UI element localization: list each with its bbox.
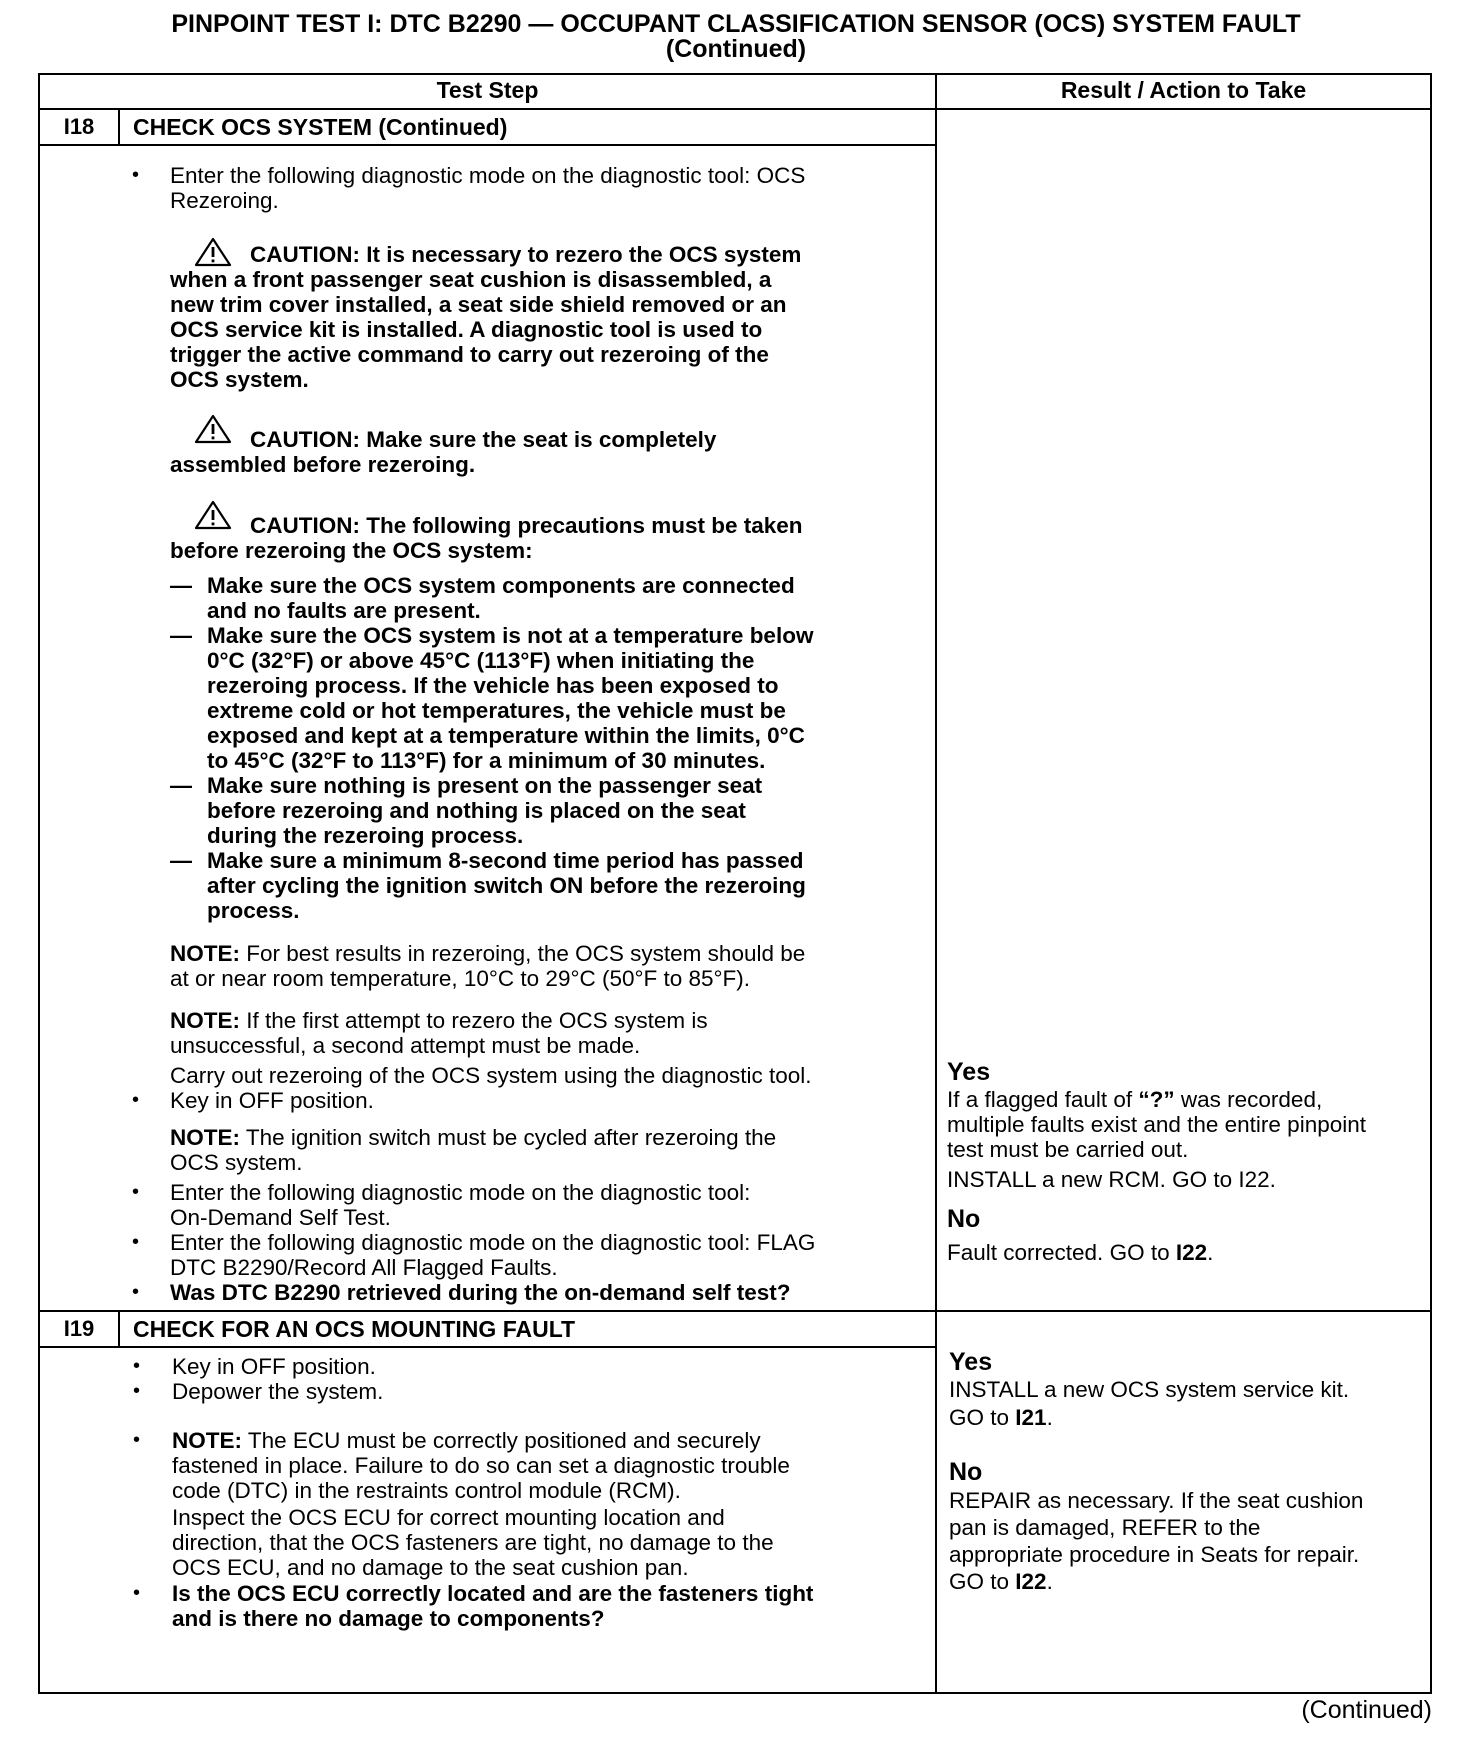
step-instruction: Key in OFF position. bbox=[170, 1088, 374, 1113]
dash-marker: — bbox=[170, 573, 192, 598]
dash-marker: — bbox=[170, 848, 192, 873]
step-i19-title-divider bbox=[38, 1346, 936, 1348]
step-instruction: Carry out rezeroing of the OCS system using the diagnostic tool. bbox=[170, 1063, 812, 1088]
caution-text: CAUTION: The following precautions must be taken before rezeroing the OCS system: bbox=[170, 513, 803, 563]
bullet-marker: • bbox=[132, 1281, 140, 1303]
page-title: PINPOINT TEST I: DTC B2290 — OCCUPANT CLASSIFICATION SENSOR (OCS) SYSTEM FAULT bbox=[171, 10, 1301, 38]
step-i18-title-divider bbox=[38, 144, 936, 146]
step-number-divider-i18 bbox=[118, 110, 120, 146]
step-question: Is the OCS ECU correctly located and are the fasteners tight and is there no damage to components? bbox=[172, 1581, 814, 1631]
step-instruction: Key in OFF position. bbox=[172, 1354, 376, 1379]
bullet-marker: • bbox=[132, 1089, 140, 1111]
step-instruction: Inspect the OCS ECU for correct mounting location and direction, that the OCS fasteners are tight, no damage to the OCS ECU, and no damage to the seat cushion pan. bbox=[172, 1505, 774, 1580]
header-test-step: Test Step bbox=[436, 77, 539, 103]
step-instruction: Enter the following diagnostic mode on the diagnostic tool: OCS Rezeroing. bbox=[170, 163, 806, 213]
step-divider bbox=[38, 1310, 1432, 1312]
precaution-item: Make sure a minimum 8-second time period has passed after cycling the ignition switch ON before the rezeroing process. bbox=[207, 848, 806, 923]
header-divider bbox=[38, 108, 1432, 110]
caution-text: CAUTION: It is necessary to rezero the OCS system when a front passenger seat cushion is disassembled, a new trim cover installed, a seat side shield removed or an OCS service kit is installed. A diagnostic tool is used to trigger the active command to carry out rezeroing of the OCS system. bbox=[170, 242, 802, 392]
step-question: Was DTC B2290 retrieved during the on-demand self test? bbox=[170, 1280, 791, 1305]
step-number-divider-i19 bbox=[118, 1312, 120, 1348]
header-result: Result / Action to Take bbox=[1060, 77, 1307, 103]
note: NOTE: If the first attempt to rezero the OCS system is unsuccessful, a second attempt must be made. bbox=[170, 1008, 708, 1058]
dash-marker: — bbox=[170, 623, 192, 648]
result-no-text: Fault corrected. GO to I22. bbox=[947, 1240, 1214, 1265]
result-yes-text: If a flagged fault of “?” was recorded, multiple faults exist and the entire pinpoint test must be carried out. bbox=[947, 1087, 1366, 1162]
dash-marker: — bbox=[170, 773, 192, 798]
bullet-marker: • bbox=[133, 1582, 141, 1604]
step-title: CHECK OCS SYSTEM (Continued) bbox=[133, 114, 508, 140]
precaution-item: Make sure nothing is present on the passenger seat before rezeroing and nothing is placed on the seat during the rezeroing process. bbox=[207, 773, 763, 848]
result-no-text: REPAIR as necessary. If the seat cushion pan is damaged, REFER to the appropriate procedure in Seats for repair. GO to I22. bbox=[949, 1488, 1364, 1594]
note: NOTE: The ignition switch must be cycled after rezeroing the OCS system. bbox=[170, 1125, 777, 1175]
bullet-marker: • bbox=[132, 1231, 140, 1253]
bullet-marker: • bbox=[132, 1181, 140, 1203]
bullet-marker: • bbox=[133, 1380, 141, 1402]
bullet-marker: • bbox=[133, 1355, 141, 1377]
bullet-marker: • bbox=[132, 164, 140, 186]
precaution-item: Make sure the OCS system components are connected and no faults are present. bbox=[207, 573, 795, 623]
step-instruction: Enter the following diagnostic mode on the diagnostic tool: On-Demand Self Test. bbox=[170, 1180, 751, 1230]
step-instruction: Enter the following diagnostic mode on the diagnostic tool: FLAG DTC B2290/Record All Flagged Faults. bbox=[170, 1230, 816, 1280]
step-number: I19 bbox=[63, 1316, 95, 1341]
column-divider bbox=[935, 73, 937, 1694]
continued-note: (Continued) bbox=[1301, 1696, 1432, 1724]
result-yes-action: INSTALL a new OCS system service kit. GO to I21. bbox=[949, 1377, 1350, 1430]
caution-text: CAUTION: Make sure the seat is completely assembled before rezeroing. bbox=[170, 427, 717, 477]
result-no-label: No bbox=[947, 1205, 981, 1233]
bullet-marker: • bbox=[133, 1429, 141, 1451]
step-number: I18 bbox=[63, 114, 95, 139]
result-no-label: No bbox=[949, 1458, 983, 1486]
precaution-item: Make sure the OCS system is not at a temperature below 0°C (32°F) or above 45°C (113°F) when initiating the rezeroing process. If the vehicle has been exposed to extreme cold or hot temperatures, the vehicle must be exposed and kept at a temperature within the limits, 0°C to 45°C (32°F to 113°F) for a minimum of 30 minutes. bbox=[207, 623, 814, 773]
result-yes-label: Yes bbox=[947, 1058, 991, 1086]
result-yes-action: INSTALL a new RCM. GO to I22. bbox=[947, 1167, 1276, 1192]
note: NOTE: The ECU must be correctly positioned and securely fastened in place. Failure to do so can set a diagnostic trouble code (DTC) in the restraints control module (RCM). bbox=[172, 1428, 790, 1503]
note: NOTE: For best results in rezeroing, the OCS system should be at or near room temperature, 10°C to 29°C (50°F to 85°F). bbox=[170, 941, 806, 991]
step-instruction: Depower the system. bbox=[172, 1379, 384, 1404]
page-subtitle: (Continued) bbox=[665, 35, 807, 63]
step-title: CHECK FOR AN OCS MOUNTING FAULT bbox=[133, 1316, 576, 1342]
result-yes-label: Yes bbox=[949, 1348, 993, 1376]
